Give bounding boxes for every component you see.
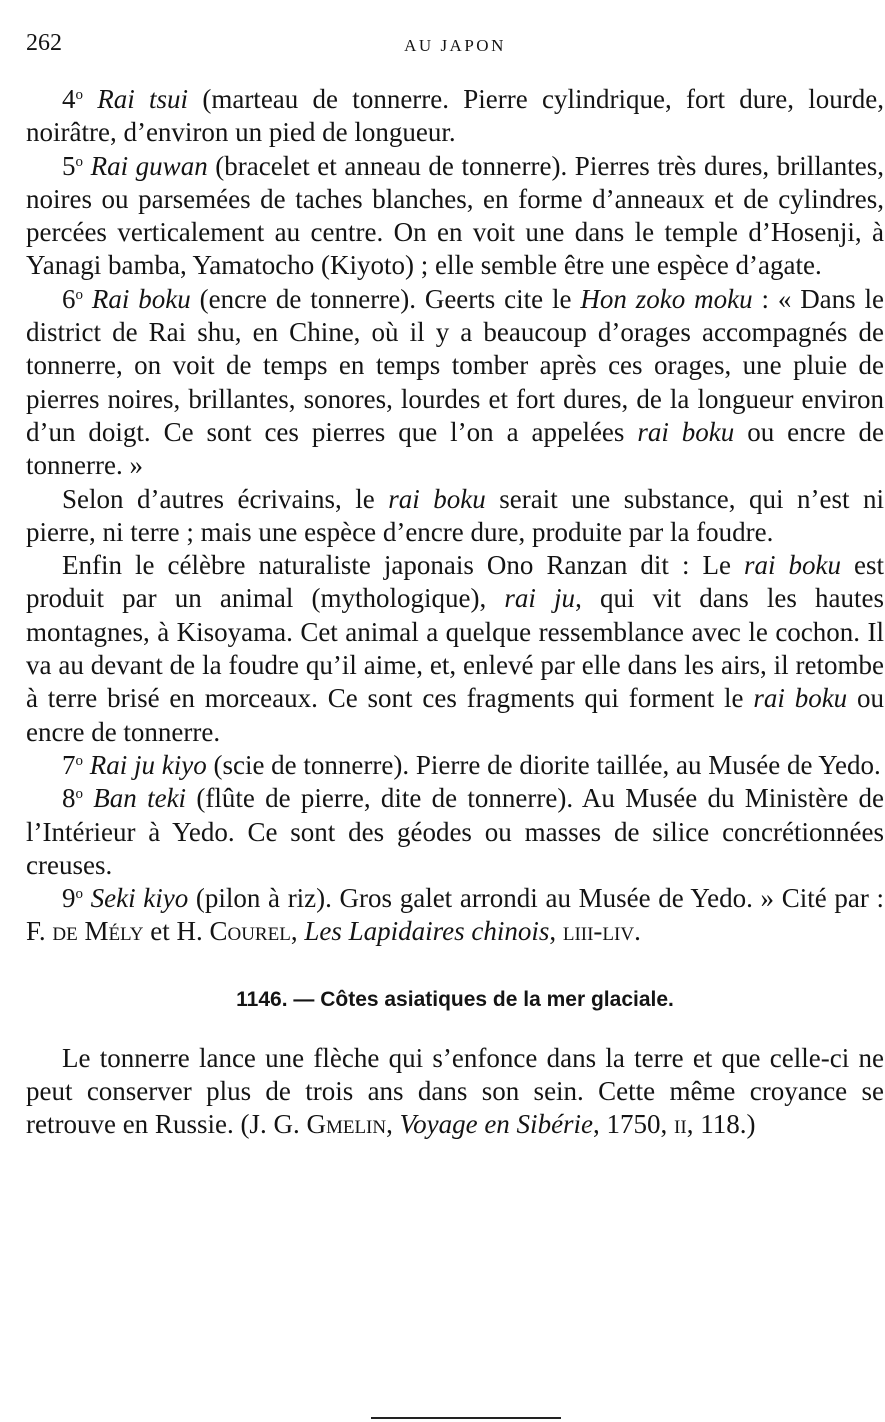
term: Rai tsui [97, 84, 189, 114]
term: rai boku [753, 683, 848, 714]
bottom-rule [371, 1417, 561, 1419]
term: rai boku [743, 550, 841, 581]
section-body [26, 1042, 884, 1142]
author-name: Mély [84, 916, 144, 947]
page [26, 30, 884, 1142]
term: Rai ju kiyo [89, 749, 207, 780]
term: Rai guwan [90, 150, 208, 181]
body-text [26, 83, 884, 949]
term: Ban teki [93, 783, 187, 814]
item-8: 8$^o$ Ban teki (flûte de pierre, dite de tonnerre). Au Musée du Ministère de l’Intérieur à Yedo. Ce sont des géodes ou masses de silice concrétionnées creuses. [26, 783, 885, 880]
term: Rai boku [91, 283, 191, 314]
section-heading: 1146. — Côtes asiatiques de la mer glaciale. [236, 987, 674, 1011]
author-name: Courel [209, 916, 291, 947]
book-title: Les Lapidaires chinois [304, 916, 550, 947]
item-4: 4$^o$ Rai tsui (marteau de tonnerre. Pierre cylindrique, fort dure, lourde, noirâtre, d’environ un pied de longueur. [26, 84, 884, 148]
author-name: Gmelin [306, 1109, 387, 1140]
volume-number: ii [674, 1109, 687, 1140]
term: Seki kiyo [90, 883, 189, 914]
paragraph-enfin: Enfin le célèbre naturaliste japonais Ono Ranzan dit : Le rai boku est produit par un animal (mythologique), rai ju, qui vit dans les hautes montagnes, à Kisoyama. Cet animal a quelque ressemblance avec le cochon. Il va au devant de la foudre qu’il aime, et, enlevé par elle dans les airs, il retombe à terre brisé en morceaux. Ce sont ces fragments qui forment le rai boku ou encre de tonnerre. [26, 550, 885, 747]
running-head [26, 30, 884, 64]
section-paragraph: Le tonnerre lance une flèche qui s’enfonce dans la terre et que celle-ci ne peut conserver plus de trois ans dans son sein. Cette même croyance se retrouve en Russie. (J. G. Gmelin, Voyage en Sibérie, 1750, ii, 118.) [26, 1042, 884, 1140]
term: rai boku [637, 416, 735, 447]
running-title: AU JAPON [404, 36, 506, 55]
term: rai boku [388, 483, 486, 514]
author-particle: de [52, 916, 78, 947]
item-9: 9$^o$ Seki kiyo (pilon à riz). Gros galet arrondi au Musée de Yedo. » Cité par : F. de Mély et H. Courel, Les Lapidaires chinois, liii-liv. [26, 883, 884, 947]
source-title: Hon zoko moku [580, 283, 753, 314]
item-7: 7$^o$ Rai ju kiyo (scie de tonnerre). Pierre de diorite taillée, au Musée de Yedo. [62, 749, 881, 780]
page-range: , liii-liv. [549, 916, 641, 947]
term: rai ju [504, 583, 576, 614]
paragraph-selon: Selon d’autres écrivains, le rai boku serait une substance, qui n’est ni pierre, ni terre ; mais une espèce d’encre dure, produite par la foudre. [26, 483, 884, 547]
book-title: Voyage en Sibérie [399, 1109, 594, 1140]
item-5: 5$^o$ Rai guwan (bracelet et anneau de tonnerre). Pierres très dures, brillantes, noires ou parsemées de taches blanches, en forme d’anneaux et de cylindres, percées verticalement au centre. On en voit une dans le temple d’Hosenji, à Yanagi bamba, Yamatocho (Kiyoto) ; elle semble être une espèce d’agate. [26, 150, 884, 281]
item-6: 6$^o$ Rai boku (encre de tonnerre). Geerts cite le Hon zoko moku : « Dans le district de Rai shu, en Chine, où il y a beaucoup d’orages accompagnés de tonnerre, on voit de temps en temps tomber après ces orages, une pluie de pierres noires, brillantes, sonores, lourdes et fort dures, de la longueur environ d’un doigt. Ce sont ces pierres que l’on a appelées rai boku ou encre de tonnerre. » [26, 283, 885, 481]
page-number: 262 [26, 30, 62, 56]
